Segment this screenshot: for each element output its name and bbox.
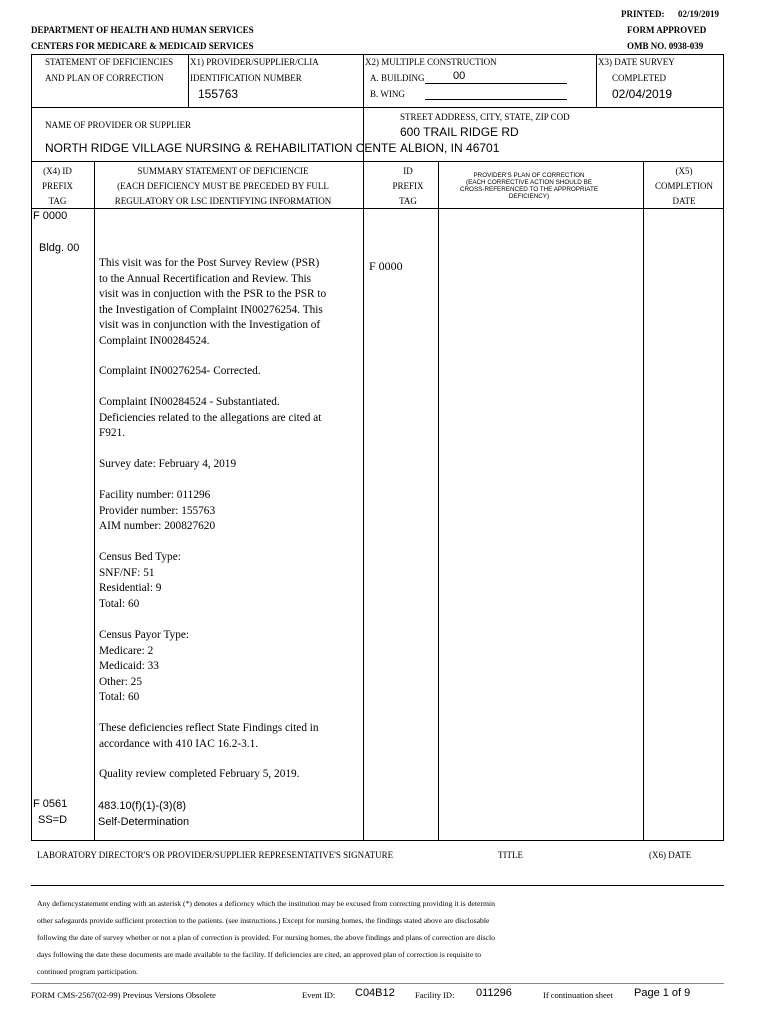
page-number: Page 1 of 9 bbox=[634, 987, 691, 999]
title-label: TITLE bbox=[498, 850, 523, 860]
statement-label-1: STATEMENT OF DEFICIENCIES bbox=[45, 57, 174, 67]
paragraph-complaint-substantiated bbox=[99, 395, 321, 442]
x4-header-1: (X4) ID bbox=[43, 166, 72, 176]
text-line: Complaint IN00276254- Corrected. bbox=[99, 365, 261, 377]
table-right-border bbox=[723, 161, 724, 841]
text-line: These deficiencies reflect State Findings cited in bbox=[99, 722, 319, 734]
header-mid-rule bbox=[31, 107, 724, 108]
paragraph-survey-date bbox=[99, 457, 236, 473]
summary-header-3: REGULATORY OR LSC IDENTIFYING INFORMATION bbox=[114, 196, 332, 206]
x4-header-3: TAG bbox=[48, 196, 67, 206]
tag-ssd: SS=D bbox=[38, 814, 68, 826]
plan-header-2: (EACH CORRECTIVE ACTION SHOULD BE bbox=[466, 179, 592, 186]
text-line: visit was in conjunction with the Investigation of bbox=[99, 319, 321, 331]
wing-label: B. WING bbox=[370, 89, 405, 99]
col-divider-4 bbox=[643, 161, 644, 841]
paragraph-numbers bbox=[99, 488, 215, 535]
plan-header-4: DEFICIENCY) bbox=[508, 193, 550, 200]
regulation-citation: 483.10(f)(1)-(3)(8) bbox=[98, 800, 187, 812]
building-tag: Bldg. 00 bbox=[39, 242, 80, 254]
statement-label-2: AND PLAN OF CORRECTION bbox=[45, 73, 164, 83]
footer-rule bbox=[31, 983, 724, 984]
event-id-label: Event ID: bbox=[302, 990, 336, 1000]
id-header-1: ID bbox=[403, 166, 413, 176]
text-line: accordance with 410 IAC 16.2-3.1. bbox=[99, 737, 259, 750]
facility-id-label: Facility ID: bbox=[415, 990, 455, 1000]
header-right-border bbox=[723, 54, 724, 165]
x5-header-2: COMPLETION bbox=[655, 181, 713, 191]
building-label: A. BUILDING bbox=[370, 73, 425, 83]
address-line-1: 600 TRAIL RIDGE RD bbox=[400, 125, 519, 139]
survey-date-value: 02/04/2019 bbox=[612, 87, 673, 101]
omb-number: OMB NO. 0938-039 bbox=[627, 41, 704, 51]
x5-header-1: (X5) bbox=[675, 166, 693, 176]
building-underline bbox=[425, 83, 567, 84]
text-line: Census Payor Type: bbox=[99, 629, 189, 641]
building-value: 00 bbox=[453, 70, 466, 82]
provider-name-label: NAME OF PROVIDER OR SUPPLIER bbox=[45, 120, 192, 130]
form-approved: FORM APPROVED bbox=[627, 25, 707, 35]
summary-header-1: SUMMARY STATEMENT OF DEFICIENCIE bbox=[137, 166, 309, 176]
text-line: visit was in conjuction with the PSR to the PSR to bbox=[99, 288, 327, 300]
x2-label: X2) MULTIPLE CONSTRUCTION bbox=[365, 57, 497, 67]
text-line: Medicaid: 33 bbox=[99, 660, 159, 672]
header-top-rule bbox=[31, 54, 724, 55]
text-line: Deficiencies related to the allegations are cited at bbox=[99, 411, 322, 424]
paragraph-complaint-corrected bbox=[99, 364, 261, 380]
provider-name-value: NORTH RIDGE VILLAGE NURSING & REHABILITATION CENTE bbox=[45, 141, 397, 155]
id-header-2: PREFIX bbox=[392, 181, 424, 191]
plan-header-1: PROVIDER'S PLAN OF CORRECTION bbox=[473, 172, 585, 179]
text-line: This visit was for the Post Survey Review (PSR) bbox=[99, 257, 320, 269]
facility-id-value: 011296 bbox=[476, 987, 512, 999]
disclaimer-line: days following the date these documents are made available to the facility. If deficiencies are cited, an approved plan of correction is requisite to bbox=[37, 950, 482, 959]
text-line: Survey date: February 4, 2019 bbox=[99, 458, 237, 470]
disclaimer-line: other safegaurds provide sufficient protection to the patients. (see instructions.) Except for nursing homes, the findings stated above are disclosable bbox=[37, 916, 490, 925]
right-tag-f0000: F 0000 bbox=[369, 259, 403, 273]
disclaimer bbox=[37, 895, 495, 980]
header-bottom-rule bbox=[31, 161, 724, 162]
text-line: Total: 60 bbox=[99, 597, 140, 610]
wing-underline bbox=[425, 99, 567, 100]
paragraph-state-findings bbox=[99, 721, 319, 752]
paragraph-census-bed bbox=[99, 550, 181, 612]
form-number: FORM CMS-2567(02-99) Previous Versions Obsolete bbox=[31, 990, 216, 1000]
text-line: SNF/NF: 51 bbox=[99, 566, 155, 579]
col-divider-2 bbox=[363, 161, 364, 841]
address-line-2: ALBION, IN 46701 bbox=[400, 141, 500, 155]
tag-f0561: F 0561 bbox=[33, 798, 68, 810]
text-line: Medicare: 2 bbox=[99, 644, 154, 657]
table-header-rule bbox=[31, 208, 724, 209]
header-left-border bbox=[31, 54, 32, 165]
disclaimer-line: continued program participation. bbox=[37, 967, 138, 976]
x1-label-1: X1) PROVIDER/SUPPLIER/CLIA bbox=[190, 57, 319, 67]
text-line: Complaint IN00284524 - Substantiated. bbox=[99, 396, 280, 408]
x1-label-2: IDENTIFICATION NUMBER bbox=[190, 73, 302, 83]
text-line: F921. bbox=[99, 427, 126, 439]
paragraph-census-payor bbox=[99, 628, 189, 706]
text-line: Census Bed Type: bbox=[99, 551, 181, 563]
summary-header-2: (EACH DEFICIENCY MUST BE PRECEDED BY FULL bbox=[117, 181, 329, 191]
disclaimer-line: Any defiencystatement ending with an asterisk (*) denotes a deficency which the institution may be excused from correcting providing it is determin bbox=[37, 899, 495, 908]
id-header-3: TAG bbox=[399, 196, 417, 206]
paragraph-visit bbox=[99, 256, 326, 349]
text-line: Provider number: 155763 bbox=[99, 504, 216, 517]
signature-label: LABORATORY DIRECTOR'S OR PROVIDER/SUPPLIER REPRESENTATIVE'S SIGNATURE bbox=[37, 850, 394, 860]
printed-date: 02/19/2019 bbox=[678, 9, 720, 19]
text-line: to the Annual Recertification and Review. This bbox=[99, 272, 312, 285]
paragraph-quality-review bbox=[99, 767, 299, 783]
divider-x3 bbox=[596, 54, 597, 108]
tag-f0000: F 0000 bbox=[33, 210, 68, 222]
address-label: STREET ADDRESS, CITY, STATE, ZIP COD bbox=[400, 112, 570, 122]
provider-id-value: 155763 bbox=[198, 87, 239, 101]
col-divider-1 bbox=[94, 161, 95, 841]
table-bottom-rule bbox=[31, 840, 724, 841]
centers-title: CENTERS FOR MEDICARE & MEDICAID SERVICES bbox=[31, 41, 254, 51]
signature-rule bbox=[31, 885, 724, 886]
col-divider-3 bbox=[438, 161, 439, 841]
printed-label: PRINTED: bbox=[621, 9, 665, 19]
x4-header-2: PREFIX bbox=[41, 181, 73, 191]
text-line: AIM number: 200827620 bbox=[99, 520, 216, 532]
x3-label-1: X3) DATE SURVEY bbox=[598, 57, 675, 67]
x5-header-3: DATE bbox=[672, 196, 696, 206]
text-line: Total: 60 bbox=[99, 691, 140, 703]
event-id-value: C04B12 bbox=[355, 987, 395, 999]
x3-label-2: COMPLETED bbox=[612, 73, 666, 83]
text-line: Quality review completed February 5, 2019. bbox=[99, 768, 300, 780]
regulation-title: Self-Determination bbox=[98, 816, 190, 828]
text-line: Facility number: 011296 bbox=[99, 489, 211, 501]
table-left-border bbox=[31, 161, 32, 841]
divider-x1 bbox=[188, 54, 189, 108]
plan-header-3: CROSS-REFERENCED TO THE APPROPRIATE bbox=[459, 186, 599, 193]
continuation-label: If continuation sheet bbox=[543, 990, 613, 1000]
text-line: Other: 25 bbox=[99, 675, 142, 688]
text-line: Complaint IN00284524. bbox=[99, 334, 210, 347]
text-line: Residential: 9 bbox=[99, 582, 162, 594]
text-line: the Investigation of Complaint IN00276254. This bbox=[99, 303, 323, 316]
department-title: DEPARTMENT OF HEALTH AND HUMAN SERVICES bbox=[31, 25, 254, 35]
disclaimer-line: following the date of survey whether or not a plan of correction is provided. For nursing homes, the above findings and plans of correction are disclo bbox=[37, 933, 495, 942]
x6-date-label: (X6) DATE bbox=[649, 850, 692, 860]
